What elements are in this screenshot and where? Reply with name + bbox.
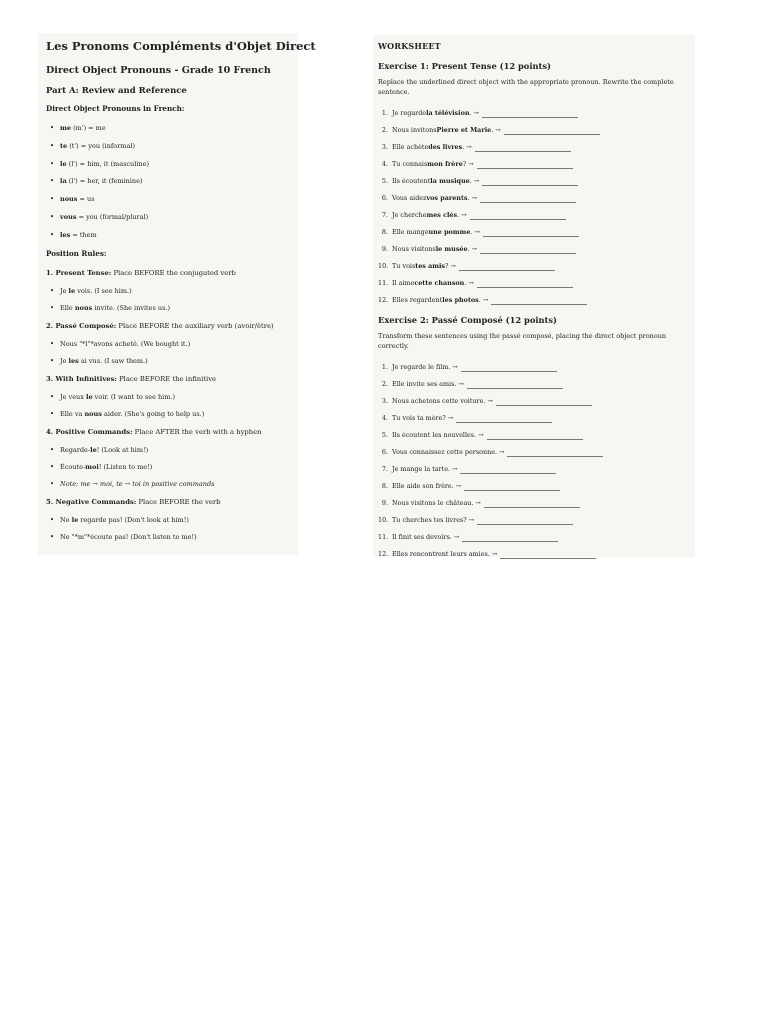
exercise-item: 7. Je cherche mes clés . → bbox=[378, 207, 689, 224]
list-item: • les = them bbox=[46, 231, 290, 239]
exercise-1-title: Exercise 1: Present Tense (12 points) bbox=[378, 61, 551, 71]
answer-blank[interactable] bbox=[470, 211, 566, 220]
answer-blank[interactable] bbox=[483, 228, 579, 237]
exercise-item: 11. Il aime cette chanson . → bbox=[378, 275, 689, 292]
example-list bbox=[46, 516, 290, 541]
list-item: • Elle va nous aider. (She's going to help us.) bbox=[46, 410, 290, 418]
exercise-item: 2. Elle invite ses amis. → bbox=[378, 376, 689, 393]
page-subtitle: Direct Object Pronouns - Grade 10 French bbox=[46, 65, 271, 76]
answer-blank[interactable] bbox=[464, 482, 560, 491]
example-list bbox=[46, 340, 290, 365]
answer-blank[interactable] bbox=[462, 533, 558, 542]
answer-blank[interactable] bbox=[467, 380, 563, 389]
example-list bbox=[46, 287, 290, 312]
list-item: • Ne "*m"*écoute pas! (Don't listen to me!) bbox=[46, 533, 290, 541]
answer-blank[interactable] bbox=[475, 143, 571, 152]
list-item: • Ne le regarde pas! (Don't look at him!) bbox=[46, 516, 290, 524]
rule-heading: 1. Present Tense: Place BEFORE the conjugated verb bbox=[46, 268, 236, 277]
list-item: • Je le vois. (I see him.) bbox=[46, 287, 290, 295]
answer-blank[interactable] bbox=[507, 448, 603, 457]
pronouns-heading: Direct Object Pronouns in French: bbox=[46, 104, 185, 113]
exercise-item: 8. Elle aide son frère. → bbox=[378, 478, 689, 495]
exercise-item: 5. Ils écoutent les nouvelles. → bbox=[378, 427, 689, 444]
exercise-item: 6. Vous aidez vos parents . → bbox=[378, 190, 689, 207]
exercise-item: 1. Je regarde la télévision . → bbox=[378, 105, 689, 122]
list-item: • Je les ai vus. (I saw them.) bbox=[46, 357, 290, 365]
exercise-item: 4. Tu connais mon frère ? → bbox=[378, 156, 689, 173]
list-item: • la (l') = her, it (feminine) bbox=[46, 177, 290, 185]
exercise-item: 8. Elle mange une pomme . → bbox=[378, 224, 689, 241]
list-item: • le (l') = him, it (masculine) bbox=[46, 160, 290, 168]
exercise-1-list bbox=[378, 105, 689, 309]
exercise-item: 3. Elle achète des livres . → bbox=[378, 139, 689, 156]
rule-heading: 5. Negative Commands: Place BEFORE the verb bbox=[46, 497, 221, 506]
exercise-item: 3. Nous achetons cette voiture. → bbox=[378, 393, 689, 410]
rule-heading: 3. With Infinitives: Place BEFORE the infinitive bbox=[46, 374, 217, 383]
part-a-heading: Part A: Review and Reference bbox=[46, 86, 187, 96]
answer-blank[interactable] bbox=[484, 499, 580, 508]
exercise-item: 12. Elles rencontrent leurs amies. → bbox=[378, 546, 689, 563]
answer-blank[interactable] bbox=[456, 414, 552, 423]
exercise-item: 10. Tu vois tes amis ? → bbox=[378, 258, 689, 275]
list-item: • te (t') = you (informal) bbox=[46, 142, 290, 150]
example-list bbox=[46, 393, 290, 418]
answer-blank[interactable] bbox=[496, 397, 592, 406]
exercise-item: 12. Elles regardent les photos . → bbox=[378, 292, 689, 309]
list-item: • Écoute-moi! (Listen to me!) bbox=[46, 463, 290, 471]
answer-blank[interactable] bbox=[460, 465, 556, 474]
position-rules-heading: Position Rules: bbox=[46, 248, 107, 258]
exercise-item: 10. Tu cherches tes livres? → bbox=[378, 512, 689, 529]
pronoun-list bbox=[46, 124, 290, 239]
page-title: Les Pronoms Compléments d'Objet Direct bbox=[46, 39, 316, 53]
list-item: • nous = us bbox=[46, 195, 290, 203]
answer-blank[interactable] bbox=[482, 109, 578, 118]
exercise-2-list bbox=[378, 359, 689, 563]
exercise-2-title: Exercise 2: Passé Composé (12 points) bbox=[378, 315, 557, 325]
answer-blank[interactable] bbox=[477, 516, 573, 525]
answer-blank[interactable] bbox=[477, 160, 573, 169]
list-item: • Nous "*l"*avons acheté. (We bought it.) bbox=[46, 340, 290, 348]
exercise-item: 11. Il finit ses devoirs. → bbox=[378, 529, 689, 546]
exercise-item: 1. Je regarde le film. → bbox=[378, 359, 689, 376]
answer-blank[interactable] bbox=[491, 296, 587, 305]
answer-blank[interactable] bbox=[487, 431, 583, 440]
rule-heading: 4. Positive Commands: Place AFTER the verb with a hyphen bbox=[46, 427, 262, 436]
exercise-item: 6. Vous connaissez cette personne. → bbox=[378, 444, 689, 461]
note-item: • Note: me → moi, te → toi in positive commands bbox=[46, 480, 290, 488]
list-item: • Elle nous invite. (She invites us.) bbox=[46, 304, 290, 312]
exercise-item: 9. Nous visitons le château. → bbox=[378, 495, 689, 512]
answer-blank[interactable] bbox=[480, 194, 576, 203]
answer-blank[interactable] bbox=[461, 363, 557, 372]
reference-panel bbox=[38, 33, 316, 555]
worksheet-panel bbox=[373, 35, 695, 557]
answer-blank[interactable] bbox=[480, 245, 576, 254]
example-list bbox=[46, 446, 290, 488]
exercise-item: 9. Nous visitons le musée . → bbox=[378, 241, 689, 258]
exercise-item: 2. Nous invitons Pierre et Marie . → bbox=[378, 122, 689, 139]
answer-blank[interactable] bbox=[482, 177, 578, 186]
exercise-item: 4. Tu vois ta mère? → bbox=[378, 410, 689, 427]
exercise-1-instructions: Replace the underlined direct object with the appropriate pronoun. Rewrite the complete sentence. bbox=[378, 78, 674, 96]
exercise-item: 7. Je mange la tarte. → bbox=[378, 461, 689, 478]
answer-blank[interactable] bbox=[504, 126, 600, 135]
answer-blank[interactable] bbox=[459, 262, 555, 271]
list-item: • Je veux le voir. (I want to see him.) bbox=[46, 393, 290, 401]
exercise-item: 5. Ils écoutent la musique . → bbox=[378, 173, 689, 190]
answer-blank[interactable] bbox=[477, 279, 573, 288]
list-item: • vous = you (formal/plural) bbox=[46, 213, 290, 221]
list-item: • Regarde-le! (Look at him!) bbox=[46, 446, 290, 454]
worksheet-title: WORKSHEET bbox=[378, 41, 441, 51]
list-item: • me (m') = me bbox=[46, 124, 290, 132]
exercise-2-instructions: Transform these sentences using the passé composé, placing the direct object pronoun correctly. bbox=[378, 332, 667, 350]
rule-heading: 2. Passé Composé: Place BEFORE the auxiliary verb (avoir/être) bbox=[46, 321, 274, 330]
answer-blank[interactable] bbox=[500, 550, 596, 559]
